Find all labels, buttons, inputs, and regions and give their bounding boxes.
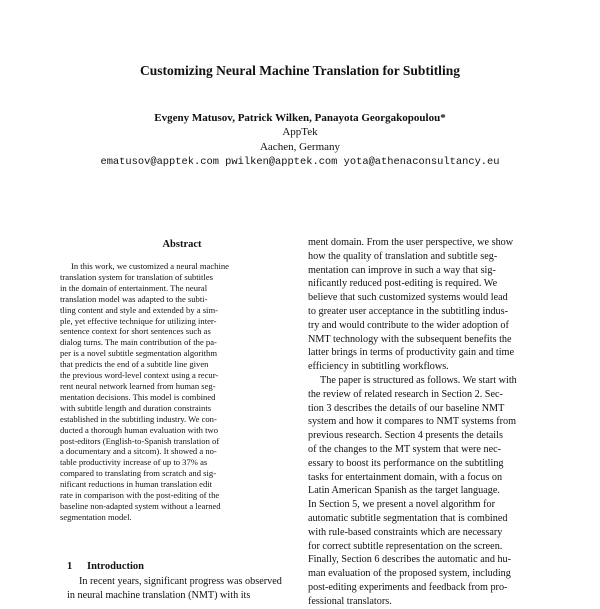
abstract-line: mentation decisions. This model is combined [60, 391, 216, 402]
body-text-line: nificantly reduced post-editing is required. We [308, 278, 498, 290]
body-text-line: to greater user acceptance in the subtitling indus- [308, 305, 508, 317]
abstract-line: segmentation model. [60, 511, 132, 522]
body-text-line: efficiency in subtitling workflows. [308, 361, 449, 373]
body-text-line: ment domain. From the user perspective, we show [308, 237, 514, 248]
abstract-line: baseline non-adapted system without a learned [60, 500, 221, 511]
abstract-line: ple, yet effective technique for utilizing inter- [60, 315, 217, 326]
abstract-line: per is a novel subtitle segmentation algorithm [60, 348, 218, 359]
abstract-line: that predicts the end of a subtitle line given [60, 359, 209, 370]
body-text-line: essary to boost its performance on the subtitling [308, 457, 504, 469]
abstract-heading: Abstract [162, 239, 202, 250]
abstract-line: post-editors (English-to-Spanish translation of [60, 435, 220, 446]
paper-title: Customizing Neural Machine Translation for Subtitling [140, 63, 460, 78]
abstract-body [60, 261, 298, 523]
abstract-line: translation system for translation of subtitles [60, 271, 213, 282]
body-text-line: tion 3 describes the details of our baseline NMT [308, 402, 505, 414]
body-text-line: Latin American Spanish as the target language. [308, 485, 500, 497]
section-heading-introduction [67, 561, 144, 572]
body-text-line: post-editing experiments and feedback from pro- [308, 581, 508, 593]
body-text-line: believe that such customized systems would lead [308, 292, 508, 304]
body-text-line: the review of related research in Section 2. Sec- [308, 388, 503, 400]
abstract-line: the previous word-level context using a recur- [60, 370, 219, 381]
abstract-line: dialog turns. The main contribution of the pa- [60, 337, 217, 348]
body-text-line: The paper is structured as follows. We start with [320, 374, 517, 386]
introduction-line: In recent years, significant progress was observed [79, 576, 282, 587]
abstract-line: nificant reductions in human translation edit [60, 479, 213, 490]
abstract-line: In this work, we customized a neural machine [71, 261, 229, 271]
body-text-line: NMT technology with the subsequent benefits the [308, 333, 512, 345]
abstract-line: with subtitle length and duration constraints [60, 402, 212, 413]
body-text-line: In Section 5, we present a novel algorithm for [308, 499, 496, 511]
body-text-line: how the quality of translation and subtitle seg- [308, 250, 498, 262]
abstract-line: rate in comparison with the post-editing of the [60, 490, 220, 501]
body-text-line: man evaluation of the proposed system, including [308, 568, 511, 580]
abstract-line: compared to translating from scratch and sig- [60, 468, 217, 479]
section-number: 1 [67, 561, 73, 572]
abstract-line: ducted a thorough human evaluation with two [60, 424, 218, 435]
author-list: Evgeny Matusov, Patrick Wilken, Panayota Georgakopoulou* [154, 112, 446, 124]
section-title: Introduction [87, 561, 144, 572]
body-text-line: system and how it compares to NMT systems from [308, 416, 517, 428]
body-text-line: of the changes to the MT system that were nec- [308, 443, 502, 455]
body-text-line: previous research. Section 4 presents the details [308, 430, 503, 442]
affiliation-city: Aachen, Germany [259, 141, 341, 153]
introduction-line: in neural machine translation (NMT) with its [67, 589, 251, 601]
abstract-line: a documentary and a sitcom). It showed a no- [60, 446, 217, 457]
abstract-line: in the domain of entertainment. The neural [60, 282, 208, 293]
body-text-line: tasks for entertainment domain, with a focus on [308, 471, 503, 483]
body-text-line: try and would contribute to the wider adoption of [308, 319, 509, 331]
body-text-line: automatic subtitle segmentation that is combined [308, 512, 508, 524]
body-text-line: for correct subtitle representation on the screen. [308, 540, 503, 552]
body-text-line: mentation can improve in such a way that sig- [308, 264, 496, 276]
body-text-line: Finally, Section 6 describes the automatic and hu- [308, 554, 512, 566]
right-column-body [308, 236, 545, 609]
abstract-line: established in the subtitling industry. We con- [60, 413, 217, 424]
introduction-body [67, 575, 302, 603]
body-text-line: with rule-based constraints which are necessary [308, 526, 503, 538]
abstract-line: table productivity increase of up to 37% as [60, 457, 208, 468]
affiliation-org: AppTek [282, 126, 318, 138]
abstract-line: tling content and style and extended by a sim- [60, 304, 218, 315]
body-text-line: latter brings in terms of productivity gain and time [308, 347, 514, 359]
abstract-line: sentence context for short sentences such as [60, 326, 211, 337]
abstract-line: translation model was adapted to the subti- [60, 293, 208, 304]
body-text-line: fessional translators. [308, 595, 392, 607]
author-emails: ematusov@apptek.com pwilken@apptek.com yota@athenaconsultancy.eu [100, 156, 500, 168]
abstract-line: rent neural network learned from human seg- [60, 380, 216, 391]
